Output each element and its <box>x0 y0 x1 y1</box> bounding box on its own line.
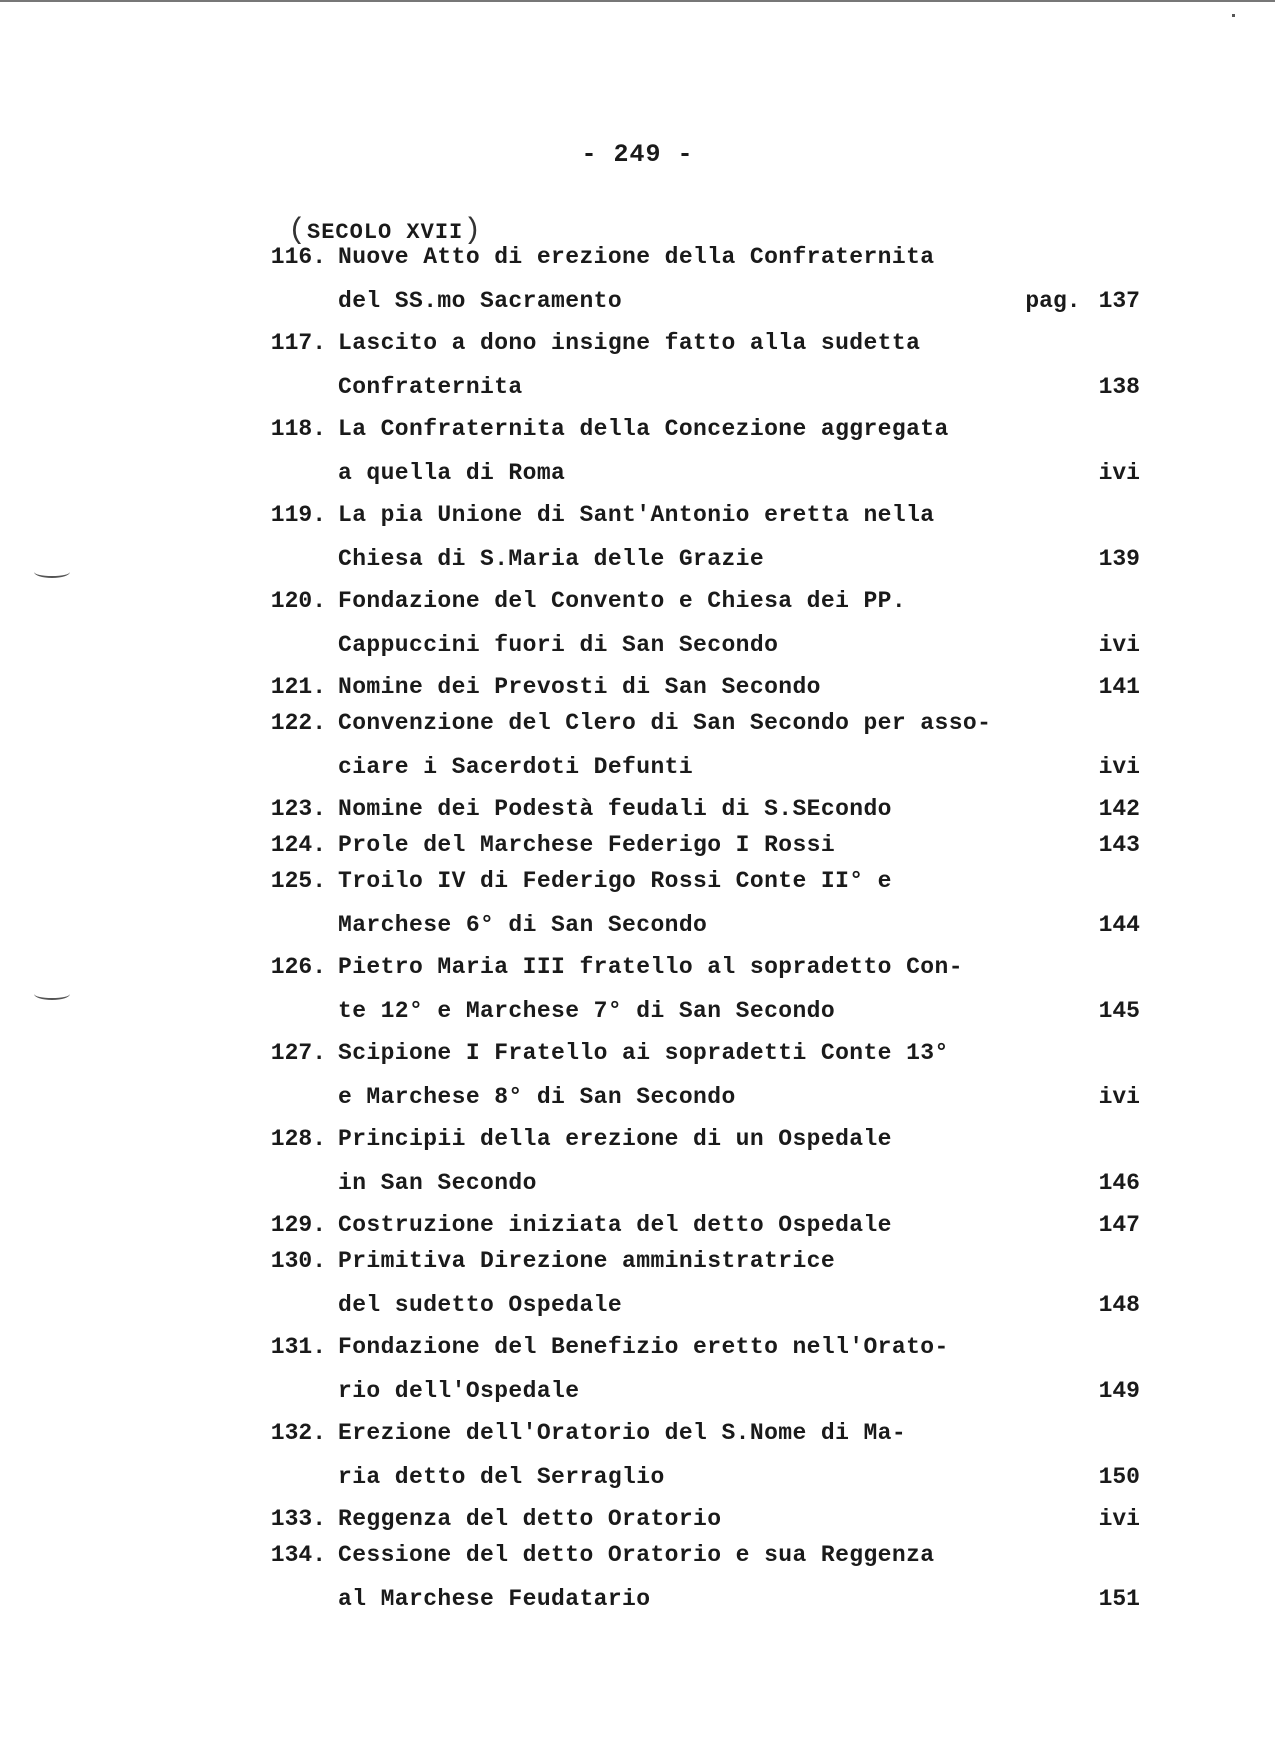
page-reference <box>980 912 1140 938</box>
entry-title-line: in San Secondo <box>338 1170 537 1196</box>
page-number-ref: 151 <box>1098 1586 1140 1612</box>
entry-number: 132. <box>270 1420 326 1446</box>
page-number-ref: 146 <box>1098 1170 1140 1196</box>
entry-title-line: Prole del Marchese Federigo I Rossi <box>338 832 836 858</box>
open-bracket-icon: ( <box>288 214 308 248</box>
page-prefix: pag. <box>1025 288 1081 314</box>
entry-title-line: Confraternita <box>338 374 523 400</box>
page-number-ref: ivi <box>1098 1506 1140 1532</box>
page-reference <box>980 632 1140 658</box>
entry-title-line: Fondazione del Convento e Chiesa dei PP. <box>338 588 907 614</box>
toc-entry <box>0 1040 1275 1128</box>
entry-number: 120. <box>270 588 326 614</box>
entry-number: 130. <box>270 1248 326 1274</box>
page-number-ref: 150 <box>1098 1464 1140 1490</box>
entry-title-line: te 12° e Marchese 7° di San Secondo <box>338 998 836 1024</box>
entry-title-line: Pietro Maria III fratello al sopradetto Con- <box>338 954 963 980</box>
entry-title-line: Cappuccini fuori di San Secondo <box>338 632 779 658</box>
page-reference <box>980 546 1140 572</box>
entry-number: 117. <box>270 330 326 356</box>
page-number: - 249 - <box>581 140 694 169</box>
close-bracket-icon: ) <box>463 214 483 248</box>
entry-title-line: Convenzione del Clero di San Secondo per asso- <box>338 710 992 736</box>
page-reference <box>980 1084 1140 1110</box>
entry-title-line: Fondazione del Benefizio eretto nell'Orato- <box>338 1334 949 1360</box>
page-number-ref: ivi <box>1098 632 1140 658</box>
page-reference <box>980 1464 1140 1490</box>
entry-title-line: Principii della erezione di un Ospedale <box>338 1126 892 1152</box>
entry-number: 129. <box>270 1212 326 1238</box>
page-number-ref: 139 <box>1098 546 1140 572</box>
toc-entry <box>0 1542 1275 1630</box>
toc-entry <box>0 710 1275 798</box>
entry-title-line: ciare i Sacerdoti Defunti <box>338 754 694 780</box>
entry-number: 124. <box>270 832 326 858</box>
entry-title-line: Chiesa di S.Maria delle Grazie <box>338 546 765 572</box>
page-number-ref: 137 <box>1098 288 1140 314</box>
toc-entry <box>0 1248 1275 1336</box>
entry-number: 119. <box>270 502 326 528</box>
entry-title-line: rio dell'Ospedale <box>338 1378 580 1404</box>
page-number-ref: ivi <box>1098 1084 1140 1110</box>
page-reference <box>980 1586 1140 1612</box>
toc-entry <box>0 1126 1275 1214</box>
entry-number: 121. <box>270 674 326 700</box>
entry-title-line: Nomine dei Podestà feudali di S.SEcondo <box>338 796 892 822</box>
entry-number: 123. <box>270 796 326 822</box>
entry-title-line: Scipione I Fratello ai sopradetti Conte 13° <box>338 1040 949 1066</box>
entry-title-line: La Confraternita della Concezione aggregata <box>338 416 949 442</box>
page-number-ref: 142 <box>1098 796 1140 822</box>
entry-number: 116. <box>270 244 326 270</box>
entry-title-line: Marchese 6° di San Secondo <box>338 912 708 938</box>
page-reference <box>980 754 1140 780</box>
toc-entry <box>0 868 1275 956</box>
entry-title-line: Costruzione iniziata del detto Ospedale <box>338 1212 892 1238</box>
page-number-ref: 148 <box>1098 1292 1140 1318</box>
page-reference <box>980 1378 1140 1404</box>
page-reference <box>980 1506 1140 1532</box>
page-number-ref: ivi <box>1098 460 1140 486</box>
page-number-ref: 138 <box>1098 374 1140 400</box>
page-number-ref: 147 <box>1098 1212 1140 1238</box>
toc-entry <box>0 416 1275 504</box>
section-heading <box>288 214 482 248</box>
entry-title-line: Reggenza del detto Oratorio <box>338 1506 722 1532</box>
entry-title-line: del SS.mo Sacramento <box>338 288 623 314</box>
entry-number: 125. <box>270 868 326 894</box>
entry-title-line: del sudetto Ospedale <box>338 1292 623 1318</box>
entry-title-line: Cessione del detto Oratorio e sua Reggenza <box>338 1542 935 1568</box>
entry-number: 128. <box>270 1126 326 1152</box>
section-title: SECOLO XVII <box>307 220 464 245</box>
page-number-ref: 141 <box>1098 674 1140 700</box>
page-reference <box>980 1292 1140 1318</box>
page-reference <box>980 460 1140 486</box>
page-number-ref: 144 <box>1098 912 1140 938</box>
entry-title-line: Erezione dell'Oratorio del S.Nome di Ma- <box>338 1420 907 1446</box>
toc-entry <box>0 502 1275 590</box>
ink-speck <box>1232 14 1235 17</box>
entry-title-line: Nuove Atto di erezione della Confraternita <box>338 244 935 270</box>
toc-entry <box>0 1334 1275 1422</box>
top-edge-rule <box>0 0 1275 2</box>
page-reference <box>980 1170 1140 1196</box>
toc-entry <box>0 244 1275 332</box>
entry-title-line: al Marchese Feudatario <box>338 1586 651 1612</box>
entry-title-line: Primitiva Direzione amministratrice <box>338 1248 836 1274</box>
entry-title-line: Nomine dei Prevosti di San Secondo <box>338 674 821 700</box>
page-reference <box>980 796 1140 822</box>
toc-entry <box>0 1420 1275 1508</box>
toc-entry <box>0 588 1275 676</box>
entry-number: 126. <box>270 954 326 980</box>
page-reference <box>980 832 1140 858</box>
entry-title-line: a quella di Roma <box>338 460 566 486</box>
page-reference <box>980 374 1140 400</box>
page-reference <box>980 288 1140 314</box>
page-number-ref: 145 <box>1098 998 1140 1024</box>
entry-title-line: La pia Unione di Sant'Antonio eretta nella <box>338 502 935 528</box>
entry-number: 122. <box>270 710 326 736</box>
entry-number: 118. <box>270 416 326 442</box>
entry-title-line: ria detto del Serraglio <box>338 1464 665 1490</box>
entry-title-line: e Marchese 8° di San Secondo <box>338 1084 736 1110</box>
page-number-ref: ivi <box>1098 754 1140 780</box>
page-number-ref: 149 <box>1098 1378 1140 1404</box>
toc-entry <box>0 330 1275 418</box>
entry-number: 134. <box>270 1542 326 1568</box>
page-reference <box>980 998 1140 1024</box>
entry-title-line: Troilo IV di Federigo Rossi Conte II° e <box>338 868 892 894</box>
entry-number: 131. <box>270 1334 326 1360</box>
page-reference <box>980 674 1140 700</box>
page-reference <box>980 1212 1140 1238</box>
entry-number: 133. <box>270 1506 326 1532</box>
entry-number: 127. <box>270 1040 326 1066</box>
entry-title-line: Lascito a dono insigne fatto alla sudetta <box>338 330 921 356</box>
toc-entry <box>0 954 1275 1042</box>
page-number-ref: 143 <box>1098 832 1140 858</box>
